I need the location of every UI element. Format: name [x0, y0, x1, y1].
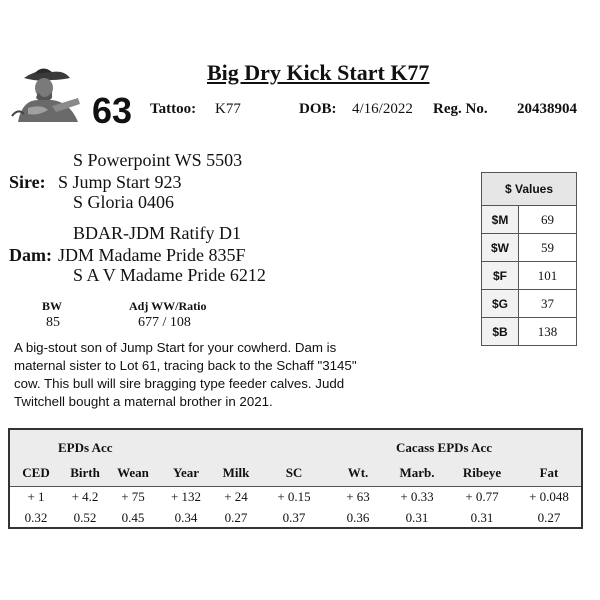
carcass-epd-group-header: Cacass EPDs Acc	[396, 440, 493, 455]
epd-value: + 4.2	[71, 489, 99, 504]
index-key: $W	[482, 234, 519, 262]
index-key: $M	[482, 206, 519, 234]
reg-value: 20438904	[517, 101, 577, 117]
adj-ww-value: 677 / 108	[138, 315, 191, 330]
dollar-values-header: $ Values	[482, 173, 577, 206]
epd-group-header: EPDs Acc	[58, 440, 113, 455]
tattoo-label: Tattoo:	[150, 101, 197, 117]
table-row	[482, 318, 577, 346]
epd-value: + 24	[224, 489, 248, 504]
reg-label: Reg. No.	[433, 101, 488, 117]
epd-value: + 75	[121, 489, 145, 504]
epd-accuracy: 0.34	[174, 510, 198, 525]
epd-accuracy: 0.31	[470, 510, 494, 525]
epd-column-header: Ribeye	[462, 465, 502, 480]
epd-accuracy: 0.32	[24, 510, 48, 525]
epd-column-header: Birth	[70, 465, 100, 480]
epd-value: + 0.15	[277, 489, 311, 504]
epd-header-divider	[10, 486, 581, 487]
epd-accuracy: 0.52	[73, 510, 97, 525]
index-value: 138	[519, 318, 577, 346]
epd-accuracy: 0.45	[121, 510, 145, 525]
index-value: 69	[519, 206, 577, 234]
dam-dam: S A V Madame Pride 6212	[73, 265, 266, 285]
dam-name: JDM Madame Pride 835F	[58, 245, 246, 265]
sire-dam: S Gloria 0406	[73, 192, 174, 212]
index-key: $G	[482, 290, 519, 318]
dob-label: DOB:	[299, 101, 337, 117]
sire-sire: S Powerpoint WS 5503	[73, 150, 243, 170]
index-key: $B	[482, 318, 519, 346]
dollar-values-table	[481, 172, 577, 346]
tattoo-value: K77	[215, 101, 241, 117]
dam-label: Dam:	[9, 245, 52, 265]
epd-column-header: CED	[22, 465, 50, 480]
table-row	[482, 290, 577, 318]
table-row	[482, 206, 577, 234]
sire-label: Sire:	[9, 172, 46, 192]
table-row	[482, 262, 577, 290]
epd-value: + 0.048	[529, 489, 569, 504]
epd-accuracy: 0.37	[282, 510, 306, 525]
epd-column-header: Milk	[222, 465, 250, 480]
lot-number: 63	[92, 90, 133, 131]
index-value: 101	[519, 262, 577, 290]
epd-value: + 0.33	[400, 489, 434, 504]
epd-column-header: SC	[285, 465, 303, 480]
dam-sire: BDAR-JDM Ratify D1	[73, 223, 242, 243]
epd-value: + 132	[170, 489, 202, 504]
epd-value: + 0.77	[465, 489, 499, 504]
cowboy-photo	[8, 58, 86, 122]
epd-accuracy: 0.27	[537, 510, 561, 525]
epd-value: + 63	[346, 489, 370, 504]
bw-value: 85	[46, 315, 60, 330]
index-key: $F	[482, 262, 519, 290]
epd-accuracy: 0.27	[224, 510, 248, 525]
lot-description: A big-stout son of Jump Start for your cowherd. Dam is maternal sister to Lot 61, tracing back to the Schaff "3145" cow. This bull will sire bragging type feeder calves. Judd Twitchell bought a maternal brother in 2021.	[14, 340, 357, 409]
index-value: 37	[519, 290, 577, 318]
epd-column-header: Marb.	[399, 465, 435, 480]
epd-accuracy: 0.31	[405, 510, 429, 525]
index-value: 59	[519, 234, 577, 262]
dob-value: 4/16/2022	[352, 101, 413, 117]
epd-value: + 1	[27, 489, 45, 504]
animal-name-title: Big Dry Kick Start K77	[207, 60, 430, 85]
bw-label: BW	[42, 299, 63, 313]
epd-column-header: Wean	[117, 465, 149, 480]
epd-column-header: Year	[173, 465, 199, 480]
epd-column-header: Wt.	[347, 465, 369, 480]
adj-ww-label: Adj WW/Ratio	[129, 299, 207, 313]
table-row	[482, 234, 577, 262]
sire-name: S Jump Start 923	[58, 172, 182, 192]
epd-column-header: Fat	[539, 465, 559, 480]
epd-accuracy: 0.36	[346, 510, 370, 525]
